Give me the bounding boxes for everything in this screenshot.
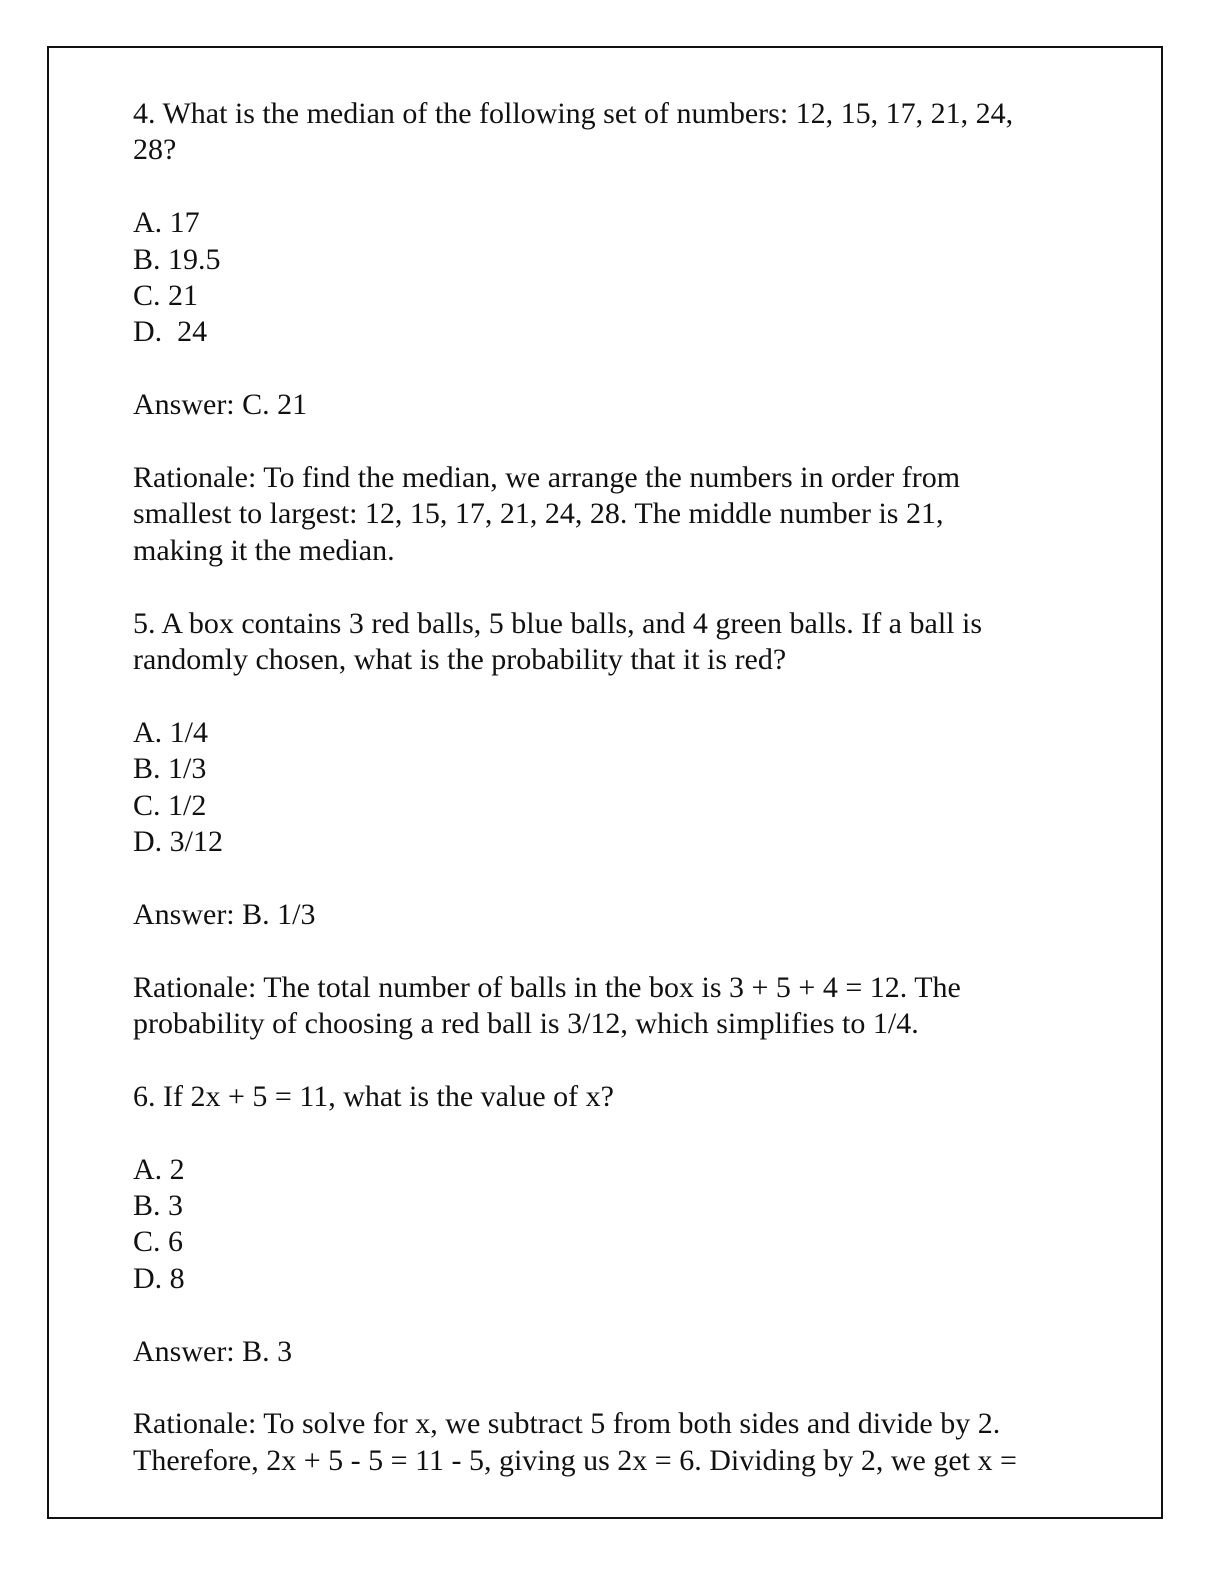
question-5-option-c: C. 1/2 <box>133 788 207 822</box>
question-5-line-2: randomly chosen, what is the probability that it is red? <box>133 643 787 677</box>
question-5-option-a: A. 1/4 <box>133 715 208 749</box>
question-5-rationale-line-2: probability of choosing a red ball is 3/12, which simplifies to 1/4. <box>133 1007 919 1041</box>
question-5-rationale <box>133 970 1093 1043</box>
question-6-option-c: C. 6 <box>133 1225 184 1259</box>
question-6-text <box>133 1079 1093 1115</box>
question-5-answer: Answer: B. 1/3 <box>133 897 316 931</box>
question-4-option-b: B. 19.5 <box>133 242 221 276</box>
document-body <box>133 96 1093 1516</box>
question-4-options <box>133 205 1093 351</box>
question-6-option-d: D. 8 <box>133 1261 185 1295</box>
question-5-text <box>133 606 1093 679</box>
question-5-line-1: 5. A box contains 3 red balls, 5 blue balls, and 4 green balls. If a ball is <box>133 606 982 640</box>
question-6-answer: Answer: B. 3 <box>133 1334 293 1368</box>
question-5-option-b: B. 1/3 <box>133 752 207 786</box>
question-5-options <box>133 715 1093 861</box>
question-4-rationale-line-1: Rationale: To find the median, we arrange the numbers in order from <box>133 461 961 495</box>
question-6-rationale-line-1: Rationale: To solve for x, we subtract 5 from both sides and divide by 2. <box>133 1407 1001 1441</box>
question-6-option-a: A. 2 <box>133 1152 185 1186</box>
question-4-rationale <box>133 460 1093 569</box>
question-4-line-1: 4. What is the median of the following set of numbers: 12, 15, 17, 21, 24, <box>133 97 1014 130</box>
question-4-text <box>133 96 1093 169</box>
question-4-rationale-line-3: making it the median. <box>133 533 395 567</box>
question-6-rationale-line-2: Therefore, 2x + 5 - 5 = 11 - 5, giving us 2x = 6. Dividing by 2, we get x = <box>133 1443 1017 1477</box>
question-6-option-b: B. 3 <box>133 1189 184 1223</box>
question-6-options <box>133 1152 1093 1298</box>
question-4-rationale-line-2: smallest to largest: 12, 15, 17, 21, 24, 28. The middle number is 21, <box>133 497 944 531</box>
question-6-line-1: 6. If 2x + 5 = 11, what is the value of x? <box>133 1079 614 1113</box>
question-4-line-2: 28? <box>133 133 177 167</box>
question-4-option-c: C. 21 <box>133 279 199 313</box>
question-4-option-d: D. 24 <box>133 315 208 349</box>
question-6-rationale <box>133 1406 1093 1479</box>
question-4-option-a: A. 17 <box>133 206 200 240</box>
question-5-option-d: D. 3/12 <box>133 825 223 859</box>
question-5-rationale-line-1: Rationale: The total number of balls in the box is 3 + 5 + 4 = 12. The <box>133 970 961 1004</box>
question-4-answer: Answer: C. 21 <box>133 388 308 422</box>
